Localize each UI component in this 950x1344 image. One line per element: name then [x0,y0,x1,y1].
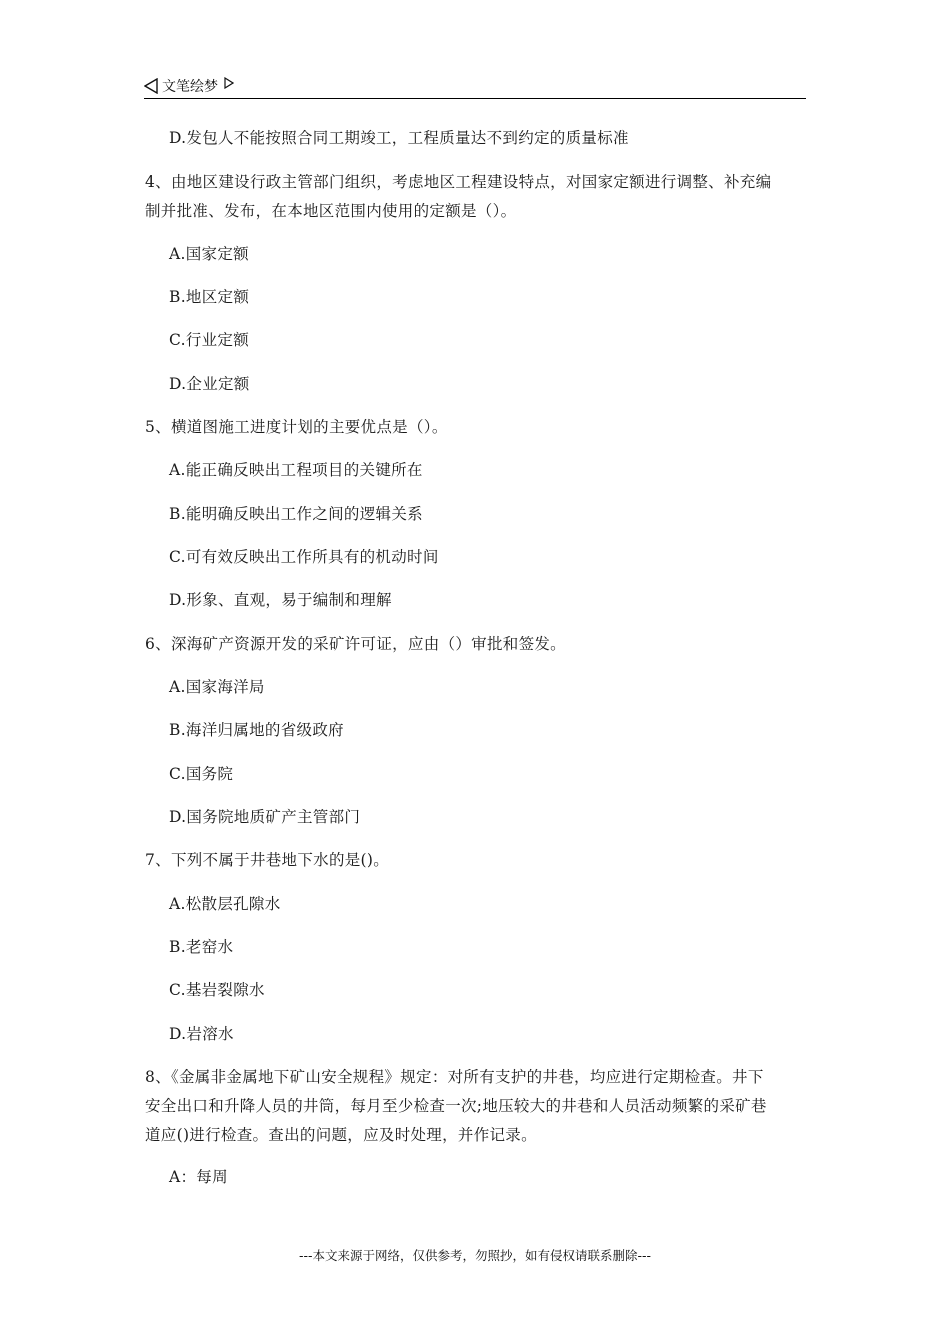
option-text: C.可有效反映出工作所具有的机动时间 [169,548,439,566]
question-text: 道应()进行检查。查出的问题，应及时处理，并作记录。 [145,1126,537,1144]
page-header [144,70,806,99]
option-text: C.国务院 [169,765,234,783]
option-text: D.发包人不能按照合同工期竣工，工程质量达不到约定的质量标准 [169,129,629,147]
option-text: B.能明确反映出工作之间的逻辑关系 [169,505,423,523]
option-text: A.松散层孔隙水 [169,895,281,913]
option-text: A：每周 [169,1168,228,1186]
question-text: 5、横道图施工进度计划的主要优点是（）。 [145,418,448,436]
option-text: D.企业定额 [169,375,250,393]
option-text: A.国家海洋局 [169,678,265,696]
option-text: A.国家定额 [169,245,249,263]
option-text: D.国务院地质矿产主管部门 [169,808,361,826]
footer-disclaimer: ---本文来源于网络，仅供参考，勿照抄，如有侵权请联系删除--- [298,1248,652,1263]
option-text: B.老窑水 [169,938,234,956]
brand-name: 文笔绘梦 [162,79,218,95]
left-triangle-icon [144,78,158,94]
right-triangle-icon [224,77,234,89]
question-text: 4、由地区建设行政主管部门组织，考虑地区工程建设特点，对国家定额进行调整、补充编 [145,173,772,191]
brand-logo [144,76,234,96]
question-text: 8、《金属非金属地下矿山安全规程》规定：对所有支护的井巷，均应进行定期检查。井下 [145,1068,764,1086]
option-text: A.能正确反映出工程项目的关键所在 [169,461,423,479]
option-text: C.行业定额 [169,331,250,349]
question-text: 安全出口和升降人员的井筒，每月至少检查一次;地压较大的井巷和人员活动频繁的采矿巷 [145,1097,767,1115]
question-text: 6、深海矿产资源开发的采矿许可证，应由（）审批和签发。 [145,635,566,653]
option-text: B.地区定额 [169,288,250,306]
option-text: D.岩溶水 [169,1025,234,1043]
option-text: D.形象、直观，易于编制和理解 [169,591,392,609]
question-text: 7、下列不属于井巷地下水的是()。 [145,851,390,869]
question-text: 制并批准、发布，在本地区范围内使用的定额是（）。 [145,202,517,220]
option-text: B.海洋归属地的省级政府 [169,721,344,739]
option-text: C.基岩裂隙水 [169,981,265,999]
